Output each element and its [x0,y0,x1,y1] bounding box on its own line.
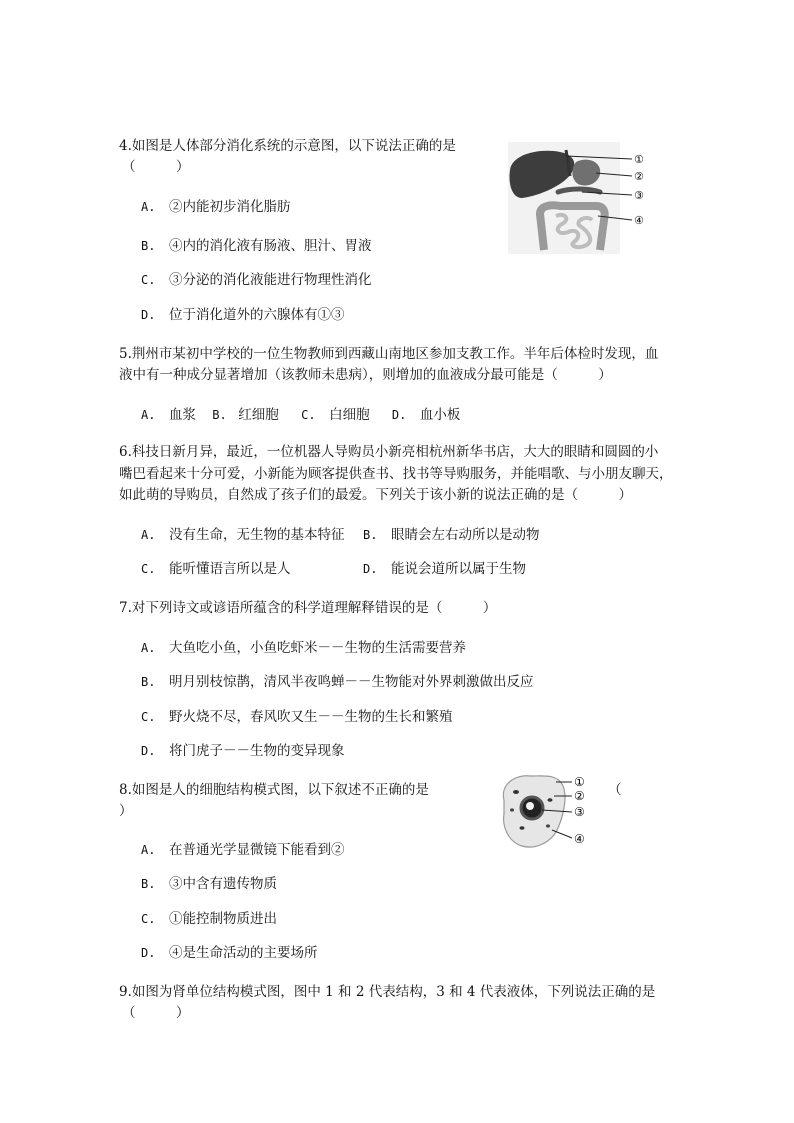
figure-label-2: ② [634,170,644,183]
figure-label-4: ④ [634,214,644,227]
q4-option-c [141,270,372,290]
organelle-shape [546,824,550,827]
option-key: A. [141,641,156,655]
option-key: D. [141,946,156,960]
figure-label-1: ① [634,153,644,166]
option-text: ①能控制物质进出 [169,911,277,927]
option-key: C. [141,562,156,576]
organelle-shape [548,798,553,802]
question-6-stem-line-3: 如此萌的导购员，自然成了孩子们的最爱。下列关于该小新的说法正确的是（ ） [119,487,632,503]
question-9-blank: （ ） [122,1005,190,1021]
option-text: 将门虎子－－生物的变异现象 [169,743,345,759]
figure-label-4: ④ [574,832,585,846]
question-8-blank-close: ） [119,803,133,819]
nucleus-highlight-shape [526,802,534,810]
option-key: D. [141,308,156,322]
option-text: 血小板 [419,407,461,423]
q8-option-a [141,840,345,860]
organelle-shape [520,826,525,830]
organelle-shape [513,790,519,794]
option-text: 在普通光学显微镜下能看到② [169,842,345,858]
option-text: 明月别枝惊鹊，清风半夜鸣蝉－－生物能对外界刺激做出反应 [169,674,534,690]
option-key: D. [391,408,407,422]
option-key: B. [141,239,156,253]
digestive-system-figure [500,140,660,258]
cell-structure-figure [494,770,594,854]
option-key: B. [141,675,156,689]
option-key: A. [141,200,156,214]
question-4-blank: （ ） [122,159,190,175]
option-text: 能听懂语言所以是人 [169,561,291,577]
q4-option-a [141,197,291,217]
question-7-stem: 7.对下列诗文或谚语所蕴含的科学道理解释错误的是（ ） [119,600,497,616]
q5-options-row [141,405,460,425]
question-8-stem: 8.如图是人的细胞结构模式图，以下叙述不正确的是 [119,782,429,798]
question-9-stem: 9.如图为肾单位结构模式图，图中 1 和 2 代表结构，3 和 4 代表液体，下列说法正确的是 [119,984,656,1000]
option-text: 大鱼吃小鱼，小鱼吃虾米－－生物的生活需要营养 [169,640,466,656]
option-key: C. [141,273,156,287]
q4-option-d [141,305,345,325]
question-8-blank-open: （ [608,782,622,798]
q8-option-b [141,874,277,894]
q7-option-a [141,638,466,658]
q8-option-c [141,909,277,929]
option-key: B. [212,408,227,422]
question-4-stem: 4.如图是人体部分消化系统的示意图，以下说法正确的是 [119,138,456,154]
option-key: C. [301,408,316,422]
q6-option-b [363,525,540,545]
option-key: D. [141,744,156,758]
option-key: D. [363,562,378,576]
option-text: 白细胞 [329,407,370,423]
option-text: ②内能初步消化脂肪 [169,199,291,215]
q6-option-d [363,559,526,579]
q4-option-b [141,236,372,256]
question-6-stem-line-1: 6.科技日新月异，最近，一位机器人导购员小新亮相杭州新华书店，大大的眼睛和圆圆的小 [119,444,659,460]
question-5-stem-line-1: 5.荆州市某初中学校的一位生物教师到西藏山南地区参加支教工作。半年后体检时发现，血 [119,346,659,362]
option-text: 没有生命，无生物的基本特征 [169,527,345,543]
figure-label-1: ① [574,775,585,789]
option-key: C. [141,710,156,724]
figure-label-2: ② [574,789,585,803]
option-key: A. [141,843,156,857]
organelle-shape [510,808,514,811]
option-key: B. [363,528,378,542]
option-text: ③分泌的消化液能进行物理性消化 [169,272,372,288]
figure-label-3: ③ [634,189,644,202]
option-text: 位于消化道外的六腺体有①③ [169,307,345,323]
option-text: 能说会道所以属于生物 [391,561,526,577]
option-text: ③中含有遗传物质 [169,876,277,892]
option-text: ④内的消化液有肠液、胆汁、胃液 [169,238,372,254]
option-key: A. [141,528,156,542]
q7-option-d [141,741,345,761]
option-key: C. [141,912,156,926]
option-key: B. [141,877,156,891]
option-key: A. [141,408,156,422]
q7-option-b [141,672,534,692]
question-5-stem-line-2: 液中有一种成分显著增加（该教师未患病），则增加的血液成分最可能是（ ） [119,367,612,383]
option-text: ④是生命活动的主要场所 [169,945,318,961]
question-6-stem-line-2: 嘴巴看起来十分可爱，小新能为顾客提供查书、找书等导购服务，并能唱歌、与小朋友聊天， [119,466,673,482]
option-text: 野火烧不尽，春风吹又生－－生物的生长和繁殖 [169,709,453,725]
option-text: 红细胞 [238,407,279,423]
option-text: 血浆 [169,407,196,423]
q6-option-a [141,525,345,545]
q6-option-c [141,559,291,579]
figure-label-3: ③ [574,805,585,819]
q8-option-d [141,943,318,963]
q7-option-c [141,707,453,727]
option-text: 眼睛会左右动所以是动物 [391,527,540,543]
